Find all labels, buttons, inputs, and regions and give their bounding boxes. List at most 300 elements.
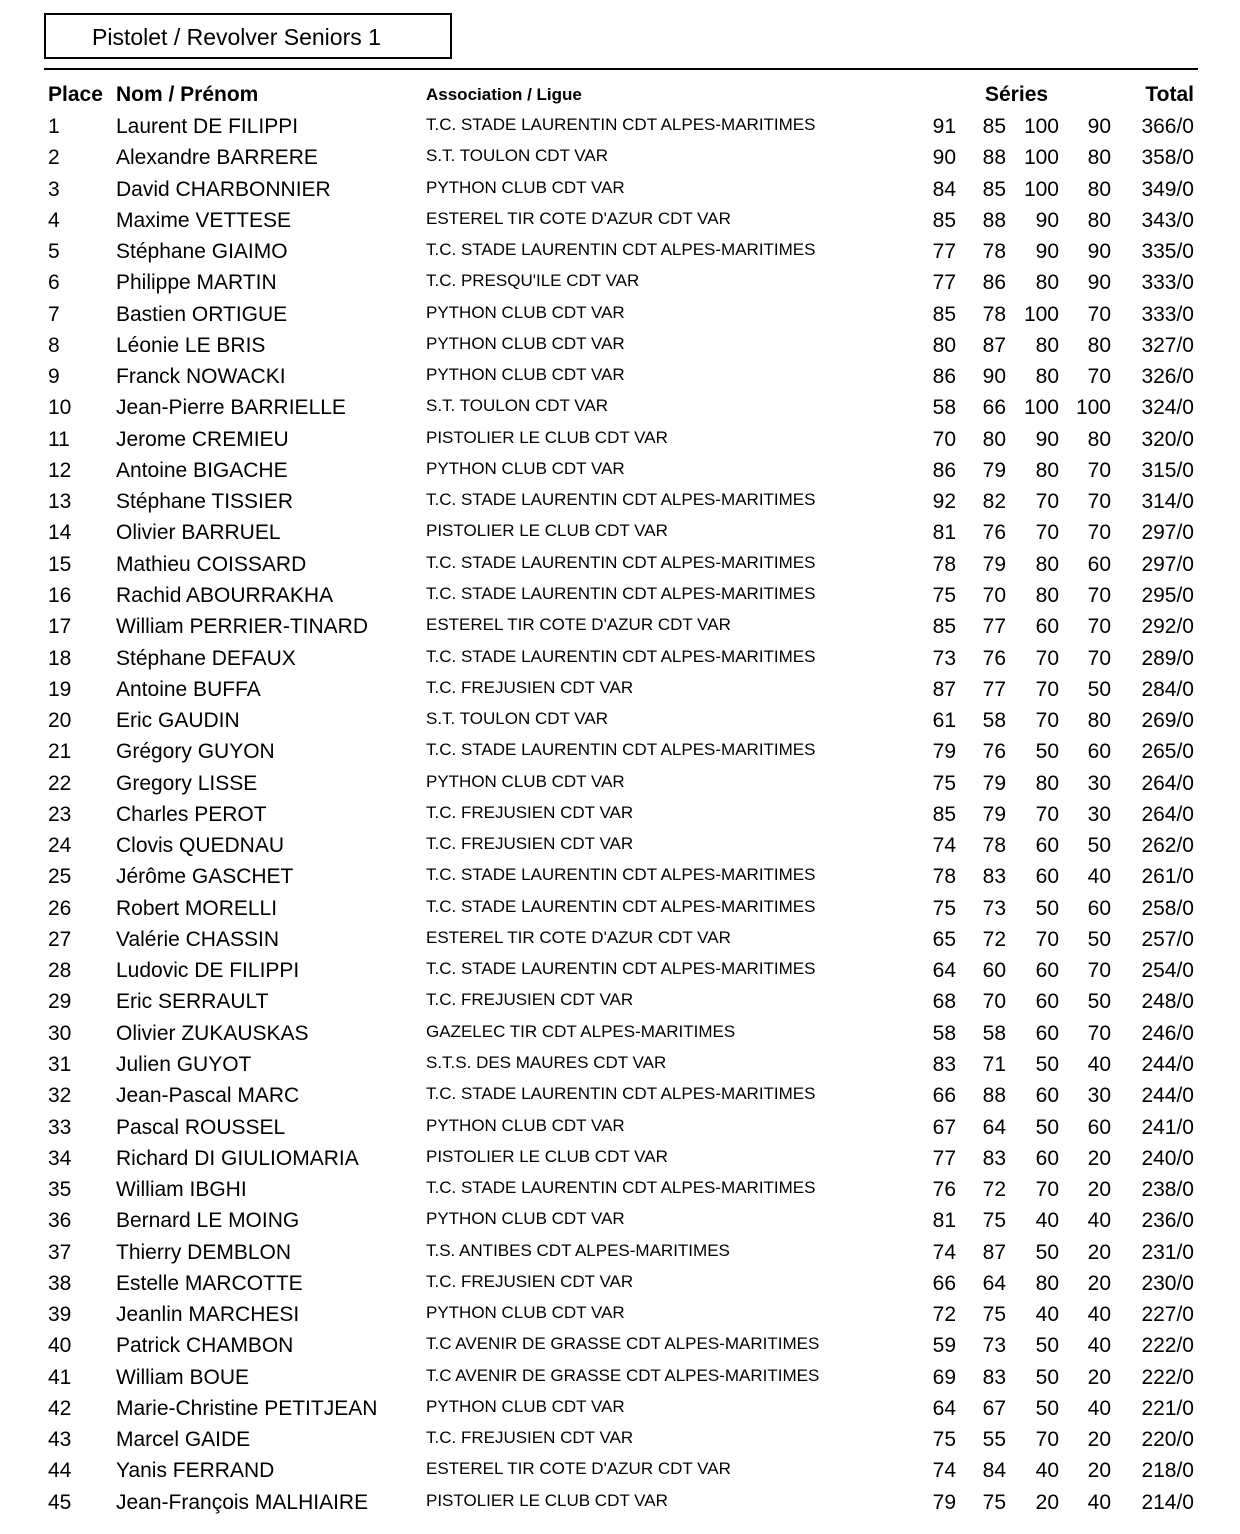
cell-series-4: 90: [1087, 240, 1111, 264]
table-row: [0, 424, 1240, 455]
cell-series-4: 40: [1087, 1209, 1111, 1233]
cell-place: 21: [48, 740, 72, 764]
cell-series-4: 60: [1087, 552, 1111, 576]
cell-series-3: 70: [1035, 677, 1059, 701]
table-row: [0, 955, 1240, 986]
table-row: [0, 768, 1240, 799]
cell-series-1: 81: [932, 521, 956, 545]
cell-total: 335/0: [1141, 240, 1194, 264]
cell-series-1: 80: [932, 333, 956, 357]
table-row: [0, 1174, 1240, 1205]
cell-series-3: 60: [1035, 1021, 1059, 1045]
cell-place: 10: [48, 396, 72, 420]
cell-series-2: 72: [982, 927, 1006, 951]
cell-association: T.C. STADE LAURENTIN CDT ALPES-MARITIMES: [426, 552, 816, 572]
cell-series-4: 80: [1087, 146, 1111, 170]
cell-name: Jerome CREMIEU: [116, 427, 289, 451]
cell-association: ESTEREL TIR COTE D'AZUR CDT VAR: [426, 208, 731, 228]
cell-series-4: 20: [1087, 1240, 1111, 1264]
cell-name: Franck NOWACKI: [116, 365, 286, 389]
cell-total: 246/0: [1141, 1021, 1194, 1045]
cell-series-1: 58: [932, 1021, 956, 1045]
cell-series-3: 80: [1035, 365, 1059, 389]
cell-series-3: 80: [1035, 1271, 1059, 1295]
cell-total: 248/0: [1141, 990, 1194, 1014]
cell-name: Eric SERRAULT: [116, 990, 269, 1014]
cell-series-1: 90: [932, 146, 956, 170]
cell-place: 39: [48, 1303, 72, 1327]
table-row: [0, 1143, 1240, 1174]
cell-total: 284/0: [1141, 677, 1194, 701]
cell-name: Alexandre BARRERE: [116, 146, 318, 170]
cell-series-4: 70: [1087, 615, 1111, 639]
cell-series-4: 40: [1087, 1052, 1111, 1076]
cell-association: PYTHON CLUB CDT VAR: [426, 1209, 625, 1229]
cell-series-4: 70: [1087, 1021, 1111, 1045]
cell-series-1: 74: [932, 1240, 956, 1264]
cell-series-4: 40: [1087, 1334, 1111, 1358]
cell-name: Julien GUYOT: [116, 1052, 252, 1076]
table-row: [0, 236, 1240, 267]
cell-series-2: 79: [982, 458, 1006, 482]
cell-association: T.C. FREJUSIEN CDT VAR: [426, 834, 634, 854]
cell-association: PYTHON CLUB CDT VAR: [426, 1303, 625, 1323]
table-row: [0, 893, 1240, 924]
cell-name: Marie-Christine PETITJEAN: [116, 1396, 378, 1420]
cell-series-4: 90: [1087, 115, 1111, 138]
cell-series-1: 64: [932, 1396, 956, 1420]
cell-name: Patrick CHAMBON: [116, 1334, 294, 1358]
table-row: [0, 1080, 1240, 1111]
cell-series-2: 83: [982, 1365, 1006, 1389]
cell-series-2: 78: [982, 240, 1006, 264]
cell-series-3: 20: [1035, 1490, 1059, 1514]
cell-total: 264/0: [1141, 771, 1194, 795]
cell-association: T.S. ANTIBES CDT ALPES-MARITIMES: [426, 1240, 730, 1260]
cell-series-1: 70: [932, 427, 956, 451]
cell-series-3: 50: [1035, 1052, 1059, 1076]
cell-place: 22: [48, 771, 72, 795]
cell-series-2: 85: [982, 115, 1006, 138]
cell-place: 24: [48, 834, 72, 858]
cell-series-1: 83: [932, 1052, 956, 1076]
cell-total: 333/0: [1141, 271, 1194, 295]
cell-association: PISTOLIER LE CLUB CDT VAR: [426, 521, 668, 541]
cell-total: 241/0: [1141, 1115, 1194, 1139]
cell-series-4: 80: [1087, 177, 1111, 201]
cell-total: 343/0: [1141, 208, 1194, 232]
cell-series-1: 72: [932, 1303, 956, 1327]
cell-series-4: 40: [1087, 1490, 1111, 1514]
cell-series-4: 50: [1087, 927, 1111, 951]
cell-series-1: 86: [932, 365, 956, 389]
cell-association: T.C. STADE LAURENTIN CDT ALPES-MARITIMES: [426, 959, 816, 979]
cell-series-1: 76: [932, 1178, 956, 1202]
cell-series-4: 70: [1087, 490, 1111, 514]
cell-place: 16: [48, 583, 72, 607]
cell-place: 13: [48, 490, 72, 514]
cell-total: 222/0: [1141, 1334, 1194, 1358]
cell-place: 36: [48, 1209, 72, 1233]
cell-series-4: 70: [1087, 646, 1111, 670]
cell-association: ESTEREL TIR COTE D'AZUR CDT VAR: [426, 1459, 731, 1479]
cell-place: 17: [48, 615, 72, 639]
cell-name: Jérôme GASCHET: [116, 865, 294, 889]
cell-name: Ludovic DE FILIPPI: [116, 959, 300, 983]
cell-series-1: 67: [932, 1115, 956, 1139]
cell-series-3: 50: [1035, 740, 1059, 764]
cell-series-2: 58: [982, 709, 1006, 733]
table-row: [0, 861, 1240, 892]
cell-place: 26: [48, 896, 72, 920]
cell-name: Stéphane DEFAUX: [116, 646, 296, 670]
table-row: [0, 111, 1240, 142]
cell-total: 220/0: [1141, 1428, 1194, 1452]
table-row: [0, 392, 1240, 423]
cell-total: 315/0: [1141, 458, 1194, 482]
cell-series-2: 64: [982, 1271, 1006, 1295]
cell-series-2: 71: [982, 1052, 1006, 1076]
cell-total: 324/0: [1141, 396, 1194, 420]
cell-series-3: 60: [1035, 959, 1059, 983]
cell-series-3: 100: [1023, 302, 1059, 326]
cell-place: 27: [48, 927, 72, 951]
cell-association: T.C. STADE LAURENTIN CDT ALPES-MARITIMES: [426, 490, 816, 510]
cell-total: 320/0: [1141, 427, 1194, 451]
cell-series-1: 85: [932, 208, 956, 232]
table-row: [0, 674, 1240, 705]
cell-name: Laurent DE FILIPPI: [116, 115, 299, 138]
cell-place: 29: [48, 990, 72, 1014]
cell-series-1: 78: [932, 865, 956, 889]
cell-series-2: 85: [982, 177, 1006, 201]
cell-association: PYTHON CLUB CDT VAR: [426, 365, 625, 385]
cell-association: PYTHON CLUB CDT VAR: [426, 1396, 625, 1416]
cell-series-4: 30: [1087, 802, 1111, 826]
cell-series-3: 70: [1035, 1178, 1059, 1202]
cell-series-2: 84: [982, 1459, 1006, 1483]
cell-series-3: 100: [1023, 177, 1059, 201]
cell-name: Clovis QUEDNAU: [116, 834, 285, 858]
cell-series-3: 70: [1035, 646, 1059, 670]
cell-series-3: 80: [1035, 271, 1059, 295]
cell-association: T.C AVENIR DE GRASSE CDT ALPES-MARITIMES: [426, 1365, 820, 1385]
cell-association: T.C. STADE LAURENTIN CDT ALPES-MARITIMES: [426, 1084, 816, 1104]
cell-series-3: 40: [1035, 1209, 1059, 1233]
table-row: [0, 267, 1240, 298]
cell-name: William PERRIER-TINARD: [116, 615, 368, 639]
cell-series-3: 90: [1035, 427, 1059, 451]
cell-series-4: 70: [1087, 302, 1111, 326]
cell-series-2: 79: [982, 771, 1006, 795]
cell-total: 218/0: [1141, 1459, 1194, 1483]
cell-place: 8: [48, 333, 60, 357]
cell-series-1: 75: [932, 771, 956, 795]
table-row: [0, 1455, 1240, 1486]
cell-series-1: 79: [932, 740, 956, 764]
cell-name: Bernard LE MOING: [116, 1209, 300, 1233]
cell-series-3: 40: [1035, 1459, 1059, 1483]
cell-series-2: 88: [982, 208, 1006, 232]
cell-association: PISTOLIER LE CLUB CDT VAR: [426, 427, 668, 447]
table-row: [0, 517, 1240, 548]
cell-series-4: 100: [1075, 396, 1111, 420]
cell-series-3: 90: [1035, 208, 1059, 232]
cell-name: Maxime VETTESE: [116, 208, 292, 232]
cell-series-2: 83: [982, 1146, 1006, 1170]
cell-series-2: 58: [982, 1021, 1006, 1045]
cell-total: 349/0: [1141, 177, 1194, 201]
cell-series-3: 70: [1035, 802, 1059, 826]
cell-series-2: 73: [982, 1334, 1006, 1358]
cell-total: 295/0: [1141, 583, 1194, 607]
cell-name: Robert MORELLI: [116, 896, 278, 920]
cell-association: PYTHON CLUB CDT VAR: [426, 177, 625, 197]
cell-series-3: 60: [1035, 865, 1059, 889]
cell-total: 265/0: [1141, 740, 1194, 764]
cell-association: T.C. STADE LAURENTIN CDT ALPES-MARITIMES: [426, 583, 816, 603]
cell-series-1: 84: [932, 177, 956, 201]
table-row: [0, 455, 1240, 486]
cell-series-4: 40: [1087, 865, 1111, 889]
cell-series-1: 92: [932, 490, 956, 514]
cell-association: T.C. STADE LAURENTIN CDT ALPES-MARITIMES: [426, 1178, 816, 1198]
table-row: [0, 1330, 1240, 1361]
cell-series-1: 78: [932, 552, 956, 576]
cell-series-1: 75: [932, 896, 956, 920]
cell-series-4: 20: [1087, 1365, 1111, 1389]
cell-series-1: 79: [932, 1490, 956, 1514]
cell-total: 244/0: [1141, 1052, 1194, 1076]
cell-place: 40: [48, 1334, 72, 1358]
table-row: [0, 705, 1240, 736]
cell-name: Jean-François MALHIAIRE: [116, 1490, 369, 1514]
cell-series-3: 80: [1035, 583, 1059, 607]
cell-series-2: 64: [982, 1115, 1006, 1139]
cell-association: S.T.S. DES MAURES CDT VAR: [426, 1052, 667, 1072]
cell-total: 264/0: [1141, 802, 1194, 826]
cell-series-4: 50: [1087, 990, 1111, 1014]
cell-series-3: 60: [1035, 834, 1059, 858]
cell-name: Estelle MARCOTTE: [116, 1271, 303, 1295]
table-row: [0, 549, 1240, 580]
cell-name: Yanis FERRAND: [116, 1459, 275, 1483]
cell-series-3: 50: [1035, 1115, 1059, 1139]
cell-name: Jean-Pierre BARRIELLE: [116, 396, 346, 420]
cell-series-4: 20: [1087, 1428, 1111, 1452]
cell-total: 297/0: [1141, 521, 1194, 545]
table-row: [0, 1362, 1240, 1393]
cell-total: 314/0: [1141, 490, 1194, 514]
cell-total: 333/0: [1141, 302, 1194, 326]
cell-series-2: 70: [982, 990, 1006, 1014]
cell-total: 227/0: [1141, 1303, 1194, 1327]
cell-total: 240/0: [1141, 1146, 1194, 1170]
table-row: [0, 174, 1240, 205]
cell-association: PISTOLIER LE CLUB CDT VAR: [426, 1490, 668, 1510]
cell-series-2: 72: [982, 1178, 1006, 1202]
cell-series-1: 85: [932, 302, 956, 326]
cell-place: 11: [48, 427, 70, 451]
cell-series-3: 60: [1035, 990, 1059, 1014]
cell-place: 31: [48, 1052, 72, 1076]
cell-name: Mathieu COISSARD: [116, 552, 307, 576]
cell-place: 35: [48, 1178, 72, 1202]
cell-series-1: 66: [932, 1084, 956, 1108]
cell-series-3: 70: [1035, 709, 1059, 733]
cell-series-3: 100: [1023, 146, 1059, 170]
header-divider: [44, 68, 1198, 70]
cell-series-1: 69: [932, 1365, 956, 1389]
cell-association: T.C. FREJUSIEN CDT VAR: [426, 990, 634, 1010]
cell-association: PYTHON CLUB CDT VAR: [426, 1115, 625, 1135]
table-row: [0, 1205, 1240, 1236]
cell-place: 37: [48, 1240, 72, 1264]
cell-name: Stéphane GIAIMO: [116, 240, 288, 264]
cell-total: 358/0: [1141, 146, 1194, 170]
cell-place: 20: [48, 709, 72, 733]
cell-series-1: 85: [932, 615, 956, 639]
table-row: [0, 1424, 1240, 1455]
cell-place: 19: [48, 677, 72, 701]
cell-series-4: 40: [1087, 1303, 1111, 1327]
cell-series-2: 75: [982, 1490, 1006, 1514]
table-row: [0, 611, 1240, 642]
cell-total: 297/0: [1141, 552, 1194, 576]
cell-series-2: 83: [982, 865, 1006, 889]
table-row: [0, 486, 1240, 517]
cell-series-3: 80: [1035, 458, 1059, 482]
cell-place: 2: [48, 146, 60, 170]
cell-series-1: 65: [932, 927, 956, 951]
cell-name: Stéphane TISSIER: [116, 490, 294, 514]
cell-name: Antoine BUFFA: [116, 677, 261, 701]
cell-place: 38: [48, 1271, 72, 1295]
cell-name: Valérie CHASSIN: [116, 927, 279, 951]
cell-series-4: 70: [1087, 365, 1111, 389]
cell-association: T.C. FREJUSIEN CDT VAR: [426, 1271, 634, 1291]
cell-total: 326/0: [1141, 365, 1194, 389]
cell-place: 3: [48, 177, 60, 201]
cell-series-1: 61: [932, 709, 956, 733]
cell-association: S.T. TOULON CDT VAR: [426, 396, 609, 416]
header-series: Séries: [985, 83, 1049, 106]
cell-name: Pascal ROUSSEL: [116, 1115, 286, 1139]
table-row: [0, 1237, 1240, 1268]
cell-series-4: 70: [1087, 583, 1111, 607]
cell-name: Marcel GAIDE: [116, 1428, 251, 1452]
cell-name: Rachid ABOURRAKHA: [116, 583, 334, 607]
cell-series-2: 88: [982, 1084, 1006, 1108]
cell-series-3: 60: [1035, 1084, 1059, 1108]
cell-series-4: 60: [1087, 896, 1111, 920]
cell-series-4: 40: [1087, 1396, 1111, 1420]
cell-series-3: 70: [1035, 1428, 1059, 1452]
cell-place: 28: [48, 959, 72, 983]
header-association: Association / Ligue: [426, 85, 582, 104]
cell-place: 45: [48, 1490, 72, 1514]
cell-association: T.C. FREJUSIEN CDT VAR: [426, 802, 634, 822]
cell-place: 15: [48, 552, 72, 576]
cell-place: 18: [48, 646, 72, 670]
cell-series-1: 68: [932, 990, 956, 1014]
cell-association: ESTEREL TIR COTE D'AZUR CDT VAR: [426, 615, 731, 635]
cell-name: Léonie LE BRIS: [116, 333, 266, 357]
cell-series-4: 80: [1087, 333, 1111, 357]
cell-total: 327/0: [1141, 333, 1194, 357]
cell-place: 43: [48, 1428, 72, 1452]
cell-series-4: 80: [1087, 427, 1111, 451]
cell-total: 258/0: [1141, 896, 1194, 920]
cell-series-3: 50: [1035, 1396, 1059, 1420]
cell-name: William IBGHI: [116, 1178, 247, 1202]
cell-series-1: 77: [932, 240, 956, 264]
cell-association: T.C. FREJUSIEN CDT VAR: [426, 1428, 634, 1448]
cell-series-3: 60: [1035, 1146, 1059, 1170]
cell-series-4: 90: [1087, 271, 1111, 295]
table-row: [0, 924, 1240, 955]
cell-series-2: 78: [982, 834, 1006, 858]
cell-total: 292/0: [1141, 615, 1194, 639]
cell-association: PYTHON CLUB CDT VAR: [426, 458, 625, 478]
cell-total: 236/0: [1141, 1209, 1194, 1233]
cell-series-3: 80: [1035, 333, 1059, 357]
cell-series-2: 78: [982, 302, 1006, 326]
cell-total: 289/0: [1141, 646, 1194, 670]
cell-series-2: 66: [982, 396, 1006, 420]
cell-association: T.C. STADE LAURENTIN CDT ALPES-MARITIMES: [426, 240, 816, 260]
cell-association: T.C. STADE LAURENTIN CDT ALPES-MARITIMES: [426, 896, 816, 916]
cell-series-4: 70: [1087, 959, 1111, 983]
table-row: [0, 580, 1240, 611]
cell-name: Antoine BIGACHE: [116, 458, 288, 482]
cell-series-3: 80: [1035, 552, 1059, 576]
cell-place: 12: [48, 458, 72, 482]
cell-total: 244/0: [1141, 1084, 1194, 1108]
cell-series-3: 50: [1035, 1240, 1059, 1264]
cell-place: 1: [48, 115, 60, 138]
cell-series-1: 86: [932, 458, 956, 482]
cell-name: Charles PEROT: [116, 802, 267, 826]
cell-place: 42: [48, 1396, 72, 1420]
cell-series-1: 66: [932, 1271, 956, 1295]
cell-series-1: 73: [932, 646, 956, 670]
table-row: [0, 1268, 1240, 1299]
cell-name: Grégory GUYON: [116, 740, 275, 764]
table-row: [0, 1487, 1240, 1518]
cell-name: David CHARBONNIER: [116, 177, 331, 201]
cell-series-2: 80: [982, 427, 1006, 451]
cell-series-1: 87: [932, 677, 956, 701]
cell-total: 222/0: [1141, 1365, 1194, 1389]
cell-series-1: 91: [932, 115, 956, 138]
cell-series-2: 79: [982, 802, 1006, 826]
cell-series-4: 60: [1087, 1115, 1111, 1139]
cell-series-2: 67: [982, 1396, 1006, 1420]
cell-place: 9: [48, 365, 60, 389]
cell-association: S.T. TOULON CDT VAR: [426, 146, 609, 166]
cell-association: T.C. FREJUSIEN CDT VAR: [426, 677, 634, 697]
cell-place: 32: [48, 1084, 72, 1108]
cell-association: PISTOLIER LE CLUB CDT VAR: [426, 1146, 668, 1166]
cell-place: 4: [48, 208, 60, 232]
cell-series-2: 75: [982, 1209, 1006, 1233]
cell-series-2: 75: [982, 1303, 1006, 1327]
cell-series-3: 70: [1035, 521, 1059, 545]
cell-series-1: 75: [932, 1428, 956, 1452]
cell-series-3: 100: [1023, 115, 1059, 138]
cell-series-4: 70: [1087, 521, 1111, 545]
